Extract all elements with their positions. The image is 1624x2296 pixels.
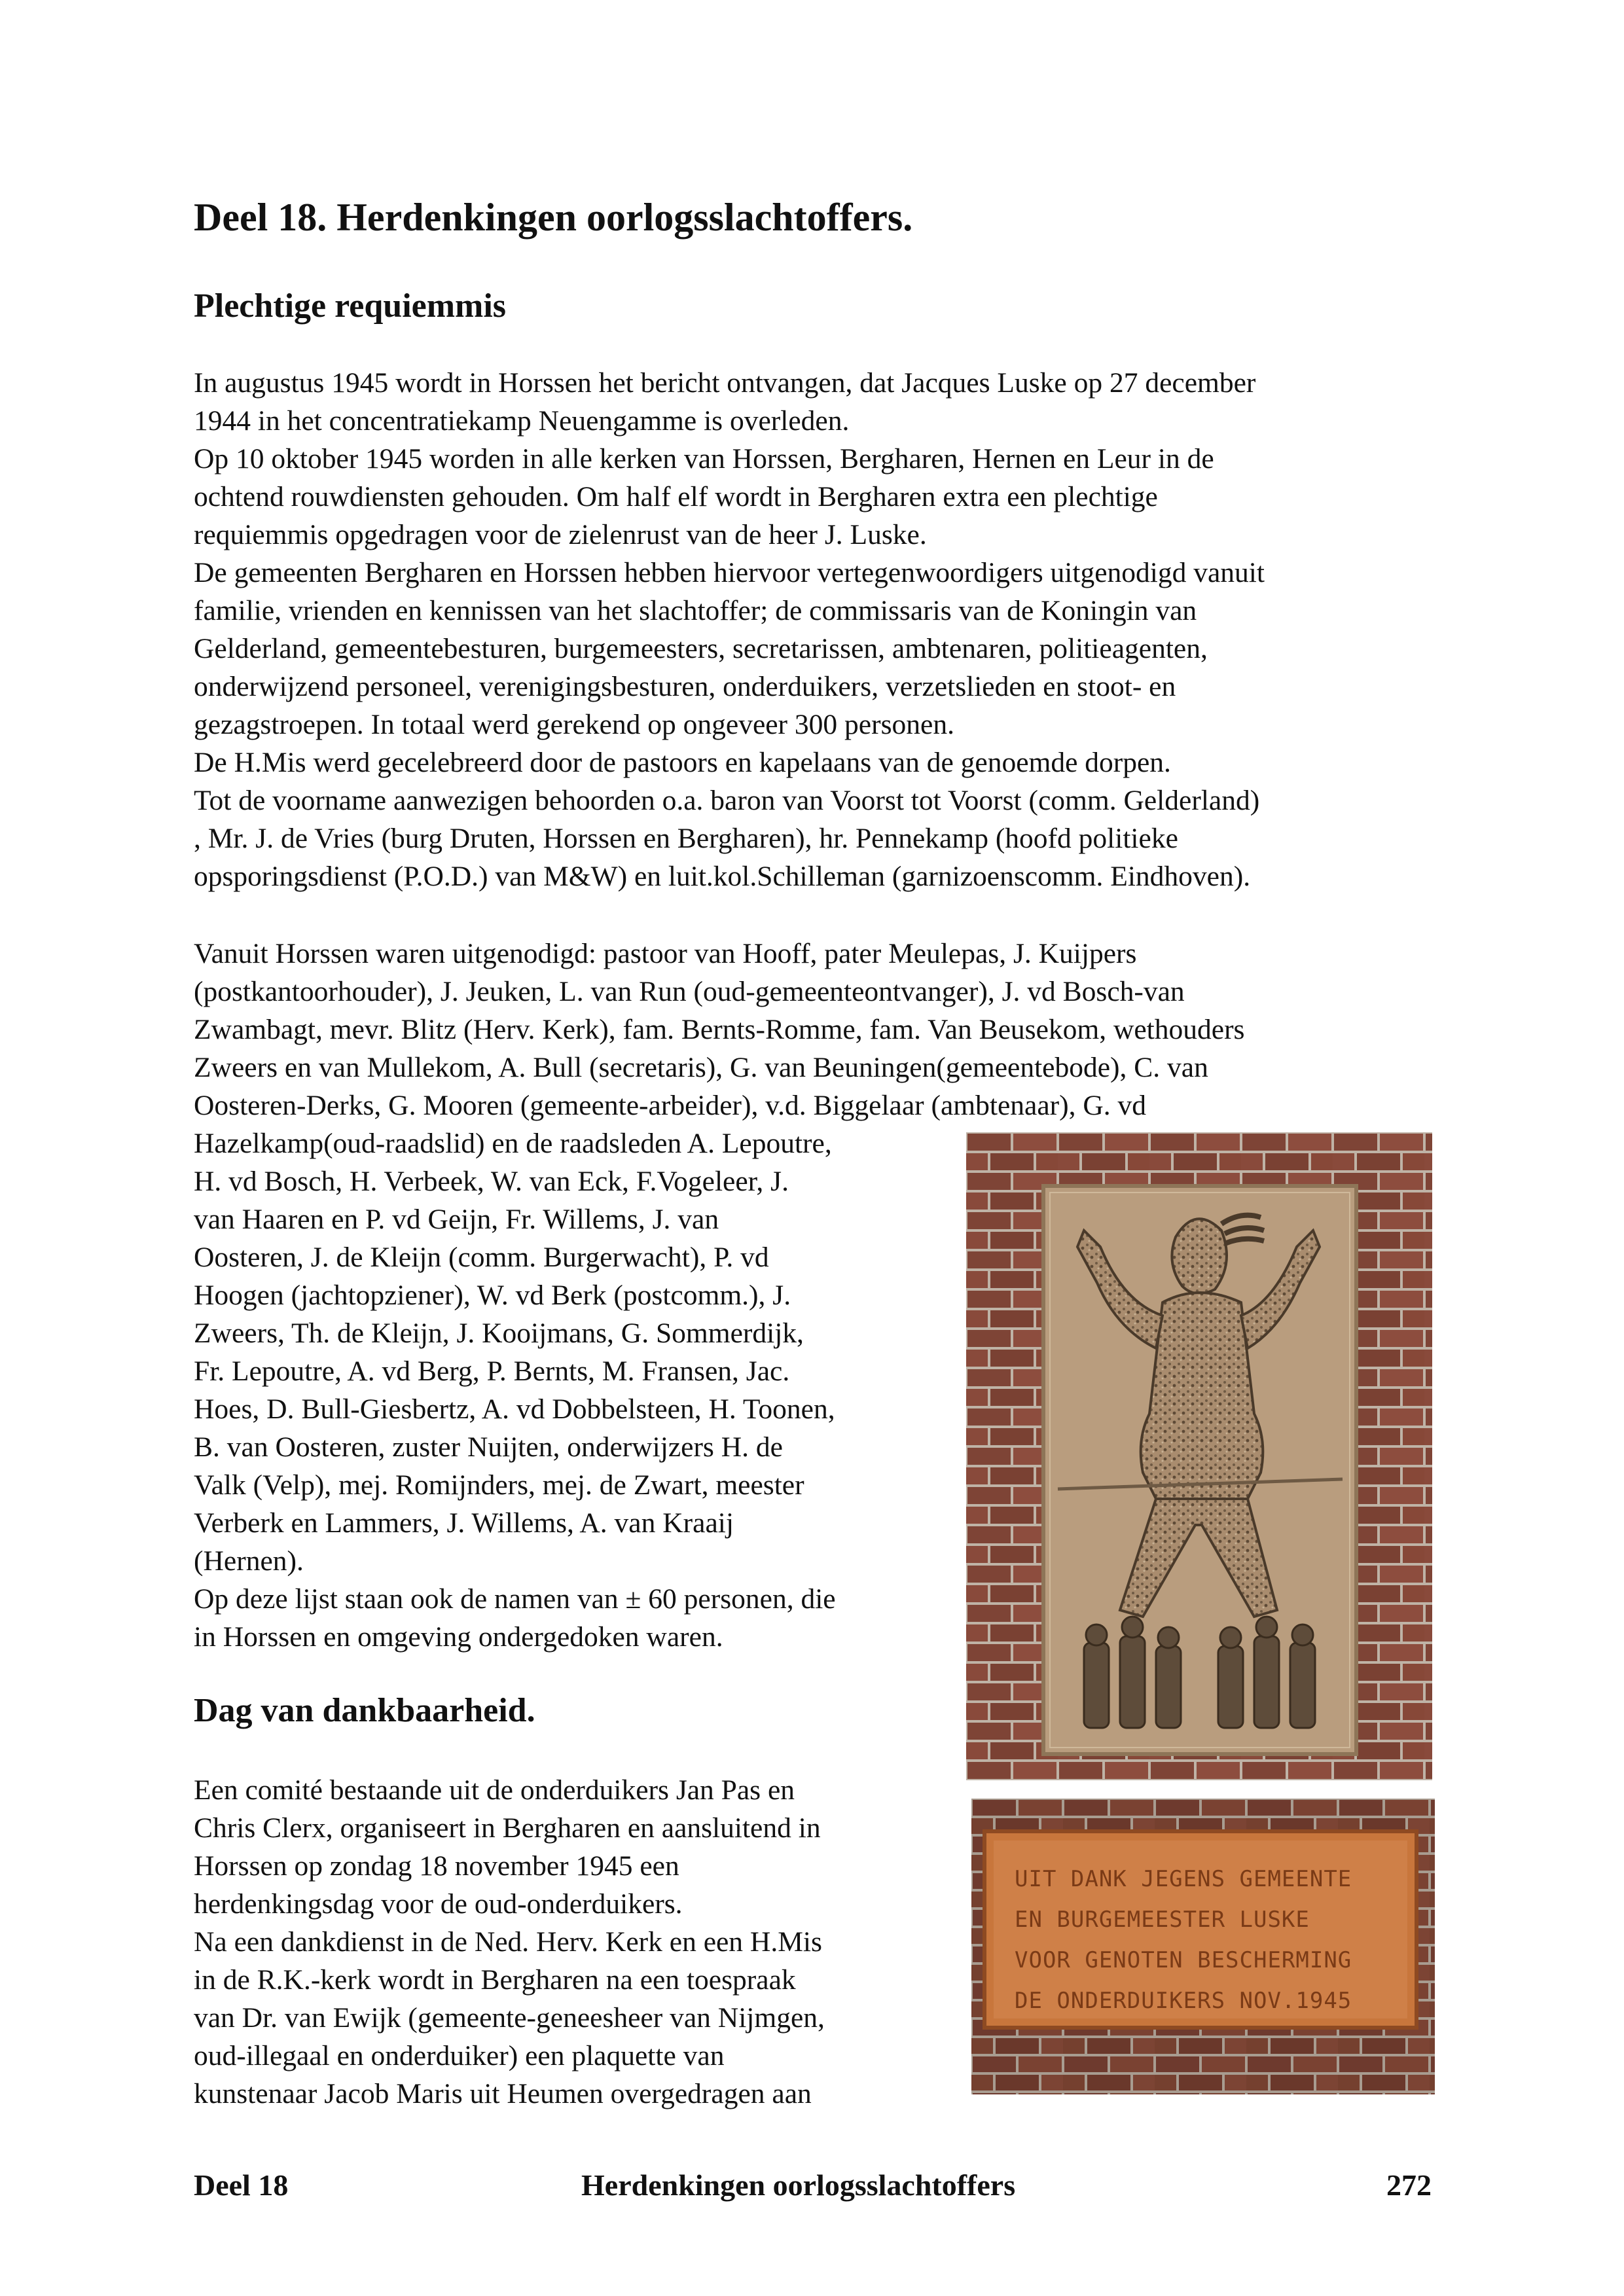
paragraph-line: Een comité bestaande uit de onderduikers Jan Pas en: [194, 1774, 795, 1806]
footer-title: Herdenkingen oorlogsslachtoffers: [581, 2168, 1016, 2202]
paragraph-line: oud-illegaal en onderduiker) een plaquette van: [194, 2040, 725, 2072]
paragraph-line: ochtend rouwdiensten gehouden. Om half elf wordt in Bergharen extra een plechtige: [194, 481, 1158, 512]
paragraph-line: Hoes, D. Bull-Giesbertz, A. vd Dobbelsteen, H. Toonen,: [194, 1393, 835, 1425]
paragraph-line: Na een dankdienst in de Ned. Herv. Kerk en een H.Mis: [194, 1926, 822, 1958]
paragraph-line: 1944 in het concentratiekamp Neuengamme is overleden.: [194, 405, 850, 437]
paragraph-line: Oosteren-Derks, G. Mooren (gemeente-arbeider), v.d. Biggelaar (ambtenaar), G. vd: [194, 1090, 1147, 1121]
paragraph-line: in de R.K.-kerk wordt in Bergharen na een toespraak: [194, 1964, 796, 1996]
paragraph-line: Tot de voorname aanwezigen behoorden o.a. baron van Voorst tot Voorst (comm. Gelderland): [194, 785, 1260, 816]
paragraph-line: Hazelkamp(oud-raadslid) en de raadsleden A. Lepoutre,: [194, 1128, 832, 1159]
paragraph-line: H. vd Bosch, H. Verbeek, W. van Eck, F.Vogeleer, J.: [194, 1166, 789, 1197]
plaque-line: UIT DANK JEGENS GEMEENTE: [1015, 1866, 1352, 1892]
paragraph-line: opsporingsdienst (P.O.D.) van M&W) en luit.kol.Schilleman (garnizoenscomm. Eindhoven).: [194, 861, 1251, 892]
paragraph-line: in Horssen en omgeving ondergedoken waren.: [194, 1621, 723, 1653]
paragraph-line: kunstenaar Jacob Maris uit Heumen overgedragen aan: [194, 2078, 812, 2109]
paragraph-line: Zweers en van Mullekom, A. Bull (secretaris), G. van Beuningen(gemeentebode), C. van: [194, 1052, 1208, 1083]
paragraph-line: (postkantoorhouder), J. Jeuken, L. van Run (oud-gemeenteontvanger), J. vd Bosch-van: [194, 976, 1185, 1007]
paragraph-line: In augustus 1945 wordt in Horssen het bericht ontvangen, dat Jacques Luske op 27 december: [194, 367, 1256, 399]
paragraph-line: van Dr. van Ewijk (gemeente-geneesheer van Nijmgen,: [194, 2002, 825, 2034]
paragraph-line: B. van Oosteren, zuster Nuijten, onderwijzers H. de: [194, 1431, 783, 1463]
paragraph-line: Zweers, Th. de Kleijn, J. Kooijmans, G. Sommerdijk,: [194, 1318, 804, 1349]
plaque-inscription: [1015, 1859, 1394, 2021]
section-title-dankbaarheid: Dag van dankbaarheid.: [194, 1692, 535, 1729]
paragraph-line: Valk (Velp), mej. Romijnders, mej. de Zwart, meester: [194, 1469, 804, 1501]
paragraph-line: (Hernen).: [194, 1545, 304, 1577]
plaque-line: DE ONDERDUIKERS NOV.1945: [1015, 1988, 1352, 2014]
paragraph-line: Horssen op zondag 18 november 1945 een: [194, 1850, 679, 1882]
paragraph-line: requiemmis opgedragen voor de zielenrust van de heer J. Luske.: [194, 519, 927, 550]
paragraph-line: Gelderland, gemeentebesturen, burgemeesters, secretarissen, ambtenaren, politieagenten,: [194, 633, 1208, 664]
paragraph-line: De H.Mis werd gecelebreerd door de pastoors en kapelaans van de genoemde dorpen.: [194, 747, 1171, 778]
paragraph-line: herdenkingsdag voor de oud-onderduikers.: [194, 1888, 683, 1920]
paragraph-line: Hoogen (jachtopziener), W. vd Berk (postcomm.), J.: [194, 1280, 791, 1311]
paragraph-line: Zwambagt, mevr. Blitz (Herv. Kerk), fam. Bernts-Romme, fam. Van Beusekom, wethouders: [194, 1014, 1245, 1045]
memorial-plaque-photo: [971, 1799, 1435, 2094]
paragraph-line: gezagstroepen. In totaal werd gerekend op ongeveer 300 personen.: [194, 709, 954, 740]
paragraph-line: Vanuit Horssen waren uitgenodigd: pastoor van Hooff, pater Meulepas, J. Kuijpers: [194, 938, 1137, 969]
paragraph-line: onderwijzend personeel, verenigingsbesturen, onderduikers, verzetslieden en stoot- en: [194, 671, 1176, 702]
paragraph-line: familie, vrienden en kennissen van het slachtoffer; de commissaris van de Koningin van: [194, 595, 1197, 626]
page-number: 272: [1386, 2168, 1432, 2202]
paragraph-line: De gemeenten Bergharen en Horssen hebben hiervoor vertegenwoordigers uitgenodigd vanuit: [194, 557, 1265, 588]
paragraph-line: Verberk en Lammers, J. Willems, A. van Kraaij: [194, 1507, 734, 1539]
footer-chapter: Deel 18: [194, 2168, 289, 2202]
relief-sculpture-photo: [966, 1132, 1432, 1780]
paragraph-line: Chris Clerx, organiseert in Bergharen en aansluitend in: [194, 1812, 821, 1844]
plaque-line: VOOR GENOTEN BESCHERMING: [1015, 1947, 1352, 1973]
paragraph-line: Fr. Lepoutre, A. vd Berg, P. Bernts, M. Fransen, Jac.: [194, 1355, 790, 1387]
paragraph-line: Op deze lijst staan ook de namen van ± 60 personen, die: [194, 1583, 836, 1615]
paragraph-line: van Haaren en P. vd Geijn, Fr. Willems, J. van: [194, 1204, 719, 1235]
section-title-requiemmis: Plechtige requiemmis: [194, 287, 507, 325]
plaque-line: EN BURGEMEESTER LUSKE: [1015, 1907, 1310, 1933]
paragraph-line: Oosteren, J. de Kleijn (comm. Burgerwacht), P. vd: [194, 1242, 769, 1273]
paragraph-line: , Mr. J. de Vries (burg Druten, Horssen en Bergharen), hr. Pennekamp (hoofd politieke: [194, 823, 1178, 854]
paragraph-line: Op 10 oktober 1945 worden in alle kerken van Horssen, Bergharen, Hernen en Leur in de: [194, 443, 1214, 475]
page-title: Deel 18. Herdenkingen oorlogsslachtoffers.: [194, 196, 913, 239]
